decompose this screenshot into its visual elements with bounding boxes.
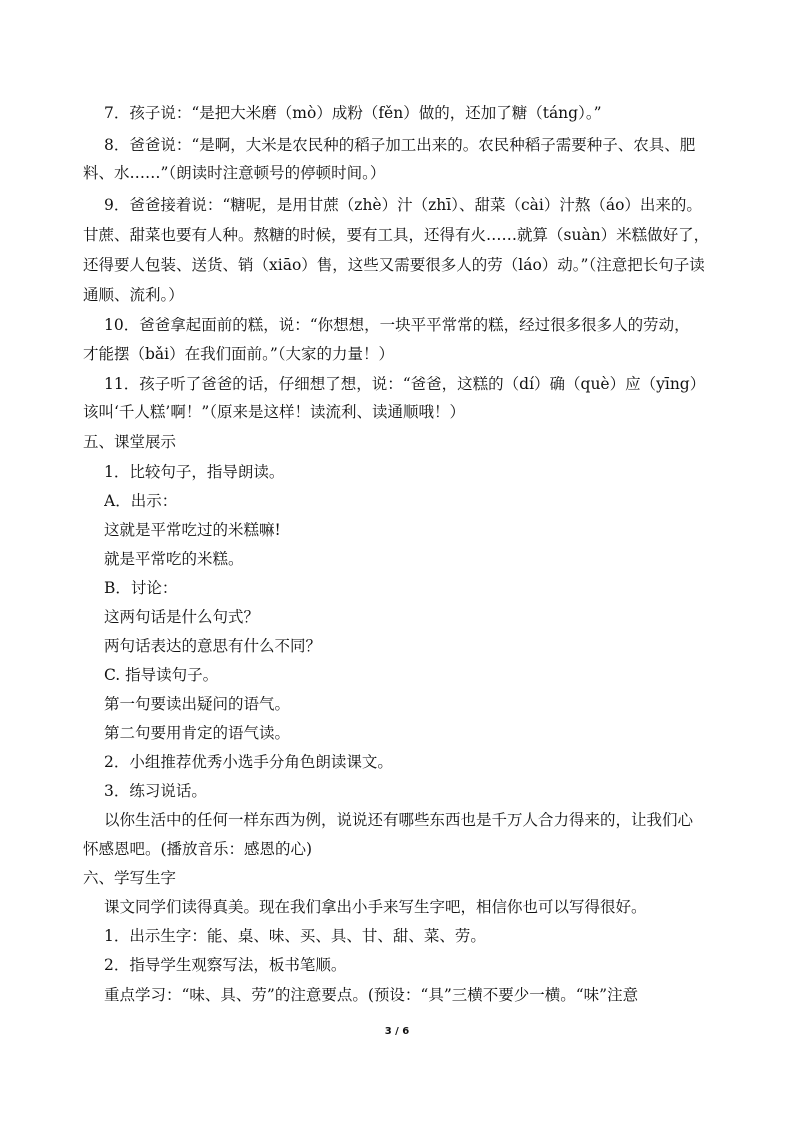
text-line: 怀感恩吧。(播放音乐：感恩的心) <box>83 840 313 858</box>
text-line: 9．爸爸接着说：“糖呢，是用甘蔗（zhè）汁（zhī）、甜菜（cài）汁熬（áo）出来的。 <box>104 196 702 214</box>
text-line: B．讨论： <box>104 579 178 597</box>
text-line: 两句话表达的意思有什么不同？ <box>104 637 322 655</box>
text-line: 第一句要读出疑问的语气。 <box>104 695 291 713</box>
text-line: 以你生活中的任何一样东西为例，说说还有哪些东西也是千万人合力得来的，让我们心 <box>104 811 694 829</box>
section-heading: 六、学写生字 <box>83 869 177 887</box>
text-line: 1．出示生字：能、桌、味、买、具、甘、甜、菜、劳。 <box>104 927 486 945</box>
text-line: 10．爸爸拿起面前的糕，说：“你想想，一块平平常常的糕，经过很多很多人的劳动， <box>104 316 690 334</box>
text-line: 2．指导学生观察写法，板书笔顺。 <box>104 956 347 974</box>
text-line: 2．小组推荐优秀小选手分角色朗读课文。 <box>104 753 393 771</box>
text-line: A．出示： <box>104 492 178 510</box>
text-line: 这两句话是什么句式？ <box>104 608 260 626</box>
text-line: 通顺、流利。） <box>83 286 184 304</box>
text-line: 甘蔗、甜菜也要有人种。熬糖的时候，要有工具，还得有火……就算（suàn）米糕做好了， <box>83 226 710 244</box>
text-line: 这就是平常吃过的米糕嘛! <box>104 521 281 539</box>
text-line: 就是平常吃的米糕。 <box>104 550 244 568</box>
section-heading: 五、课堂展示 <box>83 433 177 451</box>
text-line: 7．孩子说：“是把大米磨（mò）成粉（fěn）做的，还加了糖（táng）。” <box>104 104 602 122</box>
text-line: 该叫‘千人糕’啊！”（原来是这样！读流利、读通顺哦！） <box>83 403 466 421</box>
text-line: 才能摆（bǎi）在我们面前。”（大家的力量！） <box>83 345 395 363</box>
text-line: 11．孩子听了爸爸的话，仔细想了想，说：“爸爸，这糕的（dí）确（què）应（yīng） <box>104 375 706 393</box>
text-line: 料、水……”（朗读时注意顿号的停顿时间。） <box>83 164 386 182</box>
text-line: 8．爸爸说：“是啊，大米是农民种的稻子加工出来的。农民种稻子需要种子、农具、肥 <box>104 136 696 154</box>
text-line: 第二句要用肯定的语气读。 <box>104 724 291 742</box>
text-line: 3．练习说话。 <box>104 782 207 800</box>
text-line: 课文同学们读得真美。现在我们拿出小手来写生字吧，相信你也可以写得很好。 <box>104 898 647 916</box>
text-line: 重点学习：“味、具、劳”的注意要点。(预设：“具”三横不要少一横。“味”注意 <box>104 986 639 1004</box>
text-line: 还得要人包装、送货、销（xiāo）售，这些又需要很多人的劳（láo）动。”（注意把长句子读 <box>83 256 705 274</box>
page-number: 3 / 6 <box>384 1026 410 1037</box>
text-line: C. 指导读句子。 <box>104 666 219 684</box>
text-line: 1．比较句子，指导朗读。 <box>104 463 285 481</box>
